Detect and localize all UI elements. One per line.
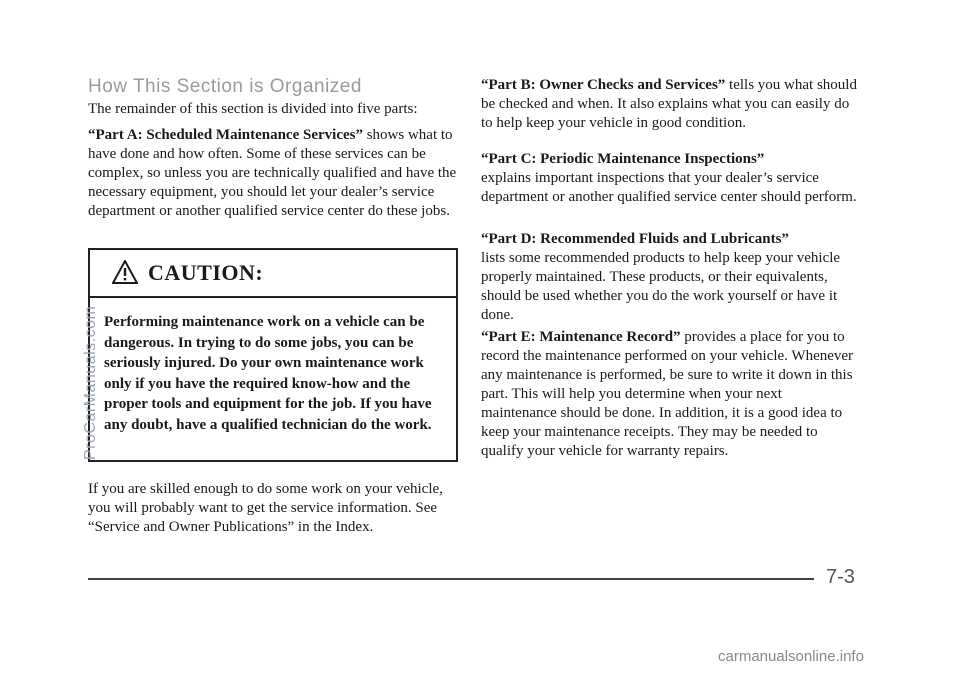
caution-text: Performing maintenance work on a vehicle can be dangerous. In trying to do some jobs, you can be seriously injured. Do your own maintenance work only if you have the required know-how and the proper tools and equipment for the job. If you have any doubt, have a qualified technician do the work. bbox=[104, 314, 432, 433]
section-heading: How This Section is Organized bbox=[88, 76, 362, 97]
footer-rule bbox=[88, 578, 814, 580]
part-c-title: “Part C: Periodic Maintenance Inspections” bbox=[481, 151, 765, 167]
caution-box bbox=[88, 248, 458, 462]
part-a-title: “Part A: Scheduled Maintenance Services” bbox=[88, 127, 363, 143]
part-b-paragraph bbox=[481, 76, 861, 133]
intro-paragraph: The remainder of this section is divided into five parts: bbox=[88, 101, 418, 117]
footer-watermark: carmanualsonline.info bbox=[718, 648, 864, 665]
caution-header bbox=[90, 250, 456, 298]
part-a-text: shows what to have done and how often. Some of these services can be complex, so unless you are technically qualified and have the necessary equipment, you should let your dealer’s service department or another qualified service center do these jobs. bbox=[88, 127, 457, 219]
closing-paragraph: If you are skilled enough to do some work on your vehicle, you will probably want to get the service information. See “Service and Owner Publications” in the Index. bbox=[88, 481, 443, 535]
page-number: 7-3 bbox=[826, 566, 855, 588]
part-d-paragraph bbox=[481, 230, 861, 325]
side-watermark: ProCarManuals.com bbox=[82, 305, 99, 460]
part-d-text: lists some recommended products to help keep your vehicle properly maintained. These products, or their equivalents, should be used whether you do the work yourself or have it done. bbox=[481, 250, 841, 323]
caution-label: CAUTION: bbox=[148, 260, 264, 285]
part-c-paragraph bbox=[481, 150, 861, 207]
part-d-title: “Part D: Recommended Fluids and Lubricants” bbox=[481, 231, 789, 247]
part-c-text: explains important inspections that your dealer’s service department or another qualified service center should perform. bbox=[481, 170, 857, 205]
part-b-text: tells you what should be checked and when. It also explains what you can easily do to help keep your vehicle in good condition. bbox=[481, 77, 857, 131]
part-e-text: provides a place for you to record the maintenance performed on your vehicle. Whenever any maintenance is performed, be sure to write it down in this part. This will help you determine when your next maintenance should be done. In addition, it is a good idea to keep your maintenance receipts. They may be needed to qualify your vehicle for warranty repairs. bbox=[481, 329, 854, 459]
part-b-title: “Part B: Owner Checks and Services” bbox=[481, 77, 726, 93]
part-a-paragraph bbox=[88, 126, 458, 221]
part-e-title: “Part E: Maintenance Record” bbox=[481, 329, 681, 345]
part-e-paragraph bbox=[481, 328, 861, 461]
warning-triangle-icon bbox=[112, 260, 138, 284]
